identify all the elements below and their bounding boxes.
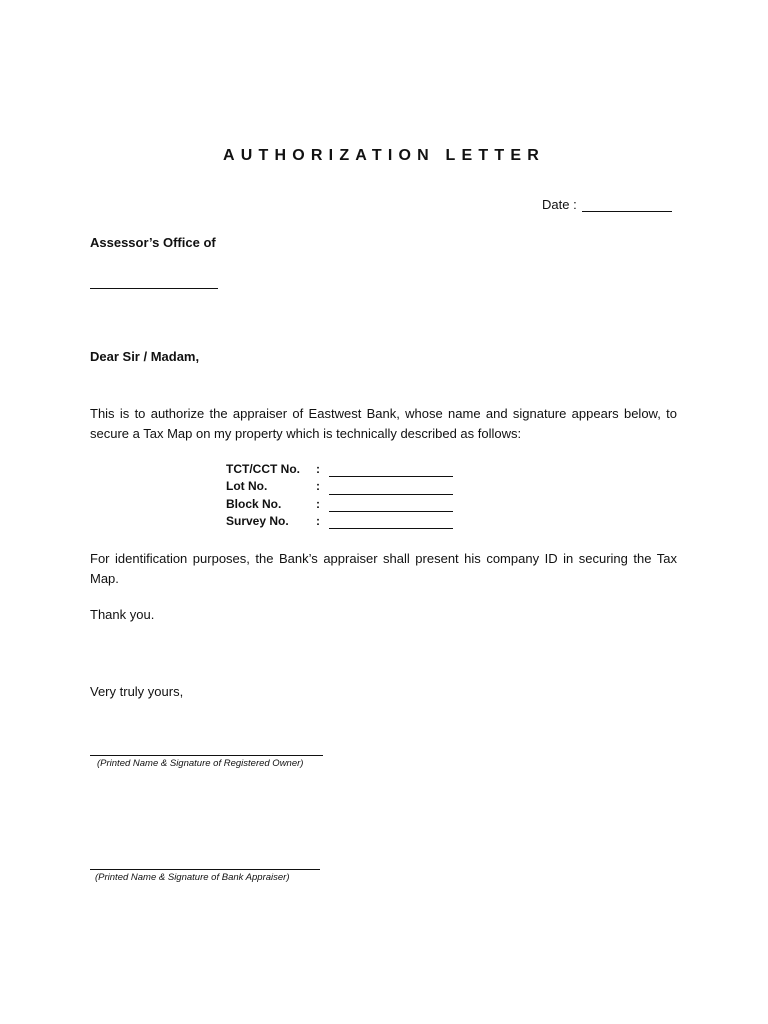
field-blank-line <box>329 476 453 477</box>
identification-paragraph: For identification purposes, the Bank’s appraiser shall present his company ID in securing the Tax Map. <box>90 551 677 586</box>
authorization-paragraph: This is to authorize the appraiser of Eastwest Bank, whose name and signature appears below, to secure a Tax Map on my property which is technically described as follows: <box>90 406 677 441</box>
field-label-tct: TCT/CCT No. <box>226 462 300 476</box>
recipient-office-blank-line <box>90 288 218 289</box>
closing-line: Very truly yours, <box>90 684 184 699</box>
recipient-office: Assessor’s Office of <box>90 235 216 250</box>
field-colon: : <box>316 462 320 476</box>
salutation: Dear Sir / Madam, <box>90 349 200 364</box>
field-blank-line <box>329 511 453 512</box>
owner-signature-line <box>90 755 323 756</box>
field-label-survey: Survey No. <box>226 514 289 528</box>
field-colon: : <box>316 497 320 511</box>
appraiser-signature-caption: (Printed Name & Signature of Bank Appraiser) <box>95 872 290 883</box>
date-label: Date : <box>542 197 577 212</box>
field-colon: : <box>316 514 320 528</box>
field-label-lot: Lot No. <box>226 479 268 493</box>
appraiser-signature-line <box>90 869 320 870</box>
field-label-block: Block No. <box>226 497 282 511</box>
date-blank-line <box>582 211 672 212</box>
owner-signature-caption: (Printed Name & Signature of Registered Owner) <box>97 758 304 769</box>
letter-title: AUTHORIZATION LETTER <box>223 147 545 164</box>
field-blank-line <box>329 528 453 529</box>
field-colon: : <box>316 479 320 493</box>
thanks-line: Thank you. <box>90 607 155 622</box>
field-blank-line <box>329 494 453 495</box>
